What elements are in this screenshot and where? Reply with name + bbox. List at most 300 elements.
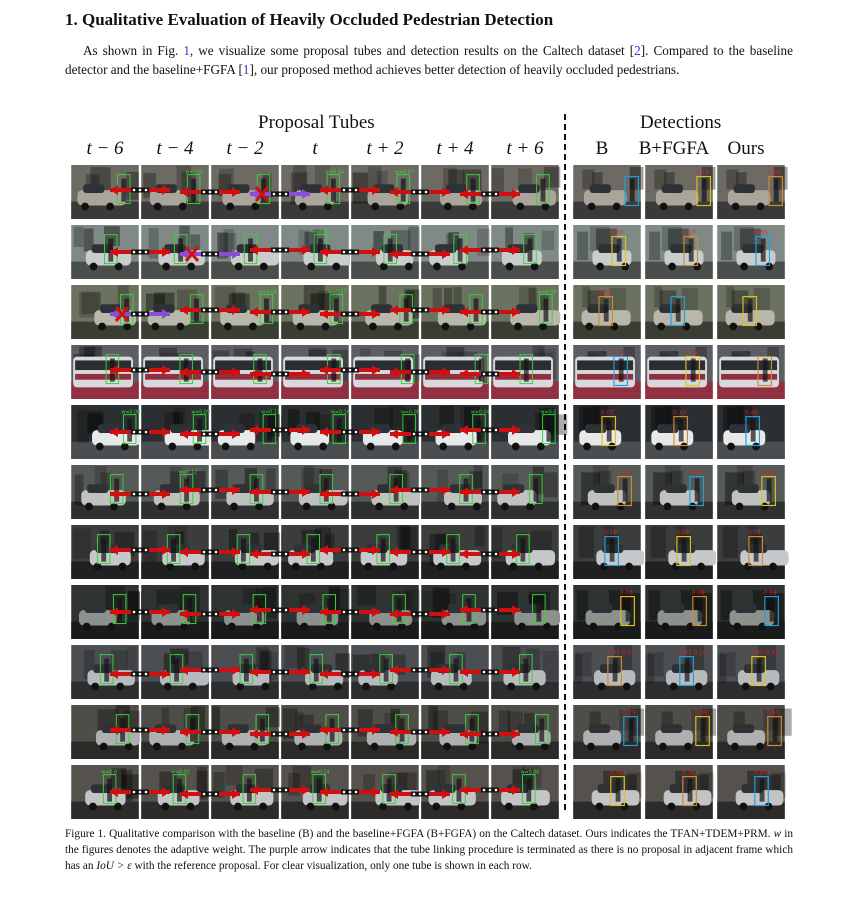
pedestrian-figure — [400, 719, 405, 742]
proposal-frame — [350, 404, 418, 460]
background-structure — [353, 172, 368, 203]
proposal-frame — [280, 464, 348, 520]
detection-image — [717, 345, 785, 399]
proposal-tubes-header: Proposal Tubes — [258, 112, 375, 133]
detection-score: 0.09 — [691, 590, 705, 597]
proposal-frame — [70, 644, 138, 700]
pedestrian-figure — [626, 599, 631, 622]
frame-image — [491, 225, 559, 279]
vehicle-window — [445, 724, 466, 733]
detection-image — [573, 285, 641, 339]
vehicle-window — [661, 724, 682, 733]
detection-frame — [716, 524, 784, 580]
detection-score: 0.03 — [619, 590, 633, 597]
vehicle-wheel — [362, 683, 370, 691]
frame-image — [421, 705, 489, 759]
detection-score: 0.20 — [675, 530, 689, 537]
detection-frame — [572, 764, 640, 820]
detection-score: 0.77 — [747, 530, 761, 537]
detection-score: 0.56 — [760, 470, 774, 477]
proposal-frame — [490, 284, 558, 340]
frame-image — [351, 705, 419, 759]
vehicle-wheel — [292, 563, 300, 571]
detection-score: 0.08 — [694, 710, 708, 717]
vehicle-wheel — [404, 803, 412, 811]
pedestrian-figure — [533, 479, 538, 502]
vehicle-wheel — [742, 683, 750, 691]
pedestrian-figure — [174, 659, 179, 682]
detection-image — [573, 405, 641, 459]
detection-image — [717, 765, 785, 819]
pedestrian-figure — [184, 479, 189, 502]
vehicle-window — [156, 184, 177, 193]
frame-image — [351, 225, 419, 279]
vehicle-window — [100, 304, 121, 313]
bus-stripe — [75, 374, 131, 380]
vehicle-window — [364, 664, 385, 673]
frame-image — [281, 645, 349, 699]
background-structure — [149, 228, 159, 259]
vehicle-window — [597, 784, 618, 793]
vehicle-wheel — [697, 563, 705, 571]
background-structure — [579, 527, 594, 558]
frame-image — [491, 165, 559, 219]
pedestrian-figure — [610, 539, 615, 562]
detection-frame — [644, 164, 712, 220]
citation-caltech[interactable]: 2 — [634, 43, 641, 58]
background-structure — [215, 470, 228, 499]
detection-score: 0.10 — [616, 470, 630, 477]
vehicle-wheel — [226, 743, 234, 751]
detection-frame — [572, 284, 640, 340]
pedestrian-figure — [191, 179, 196, 202]
time-label: t + 4 — [436, 138, 474, 159]
adaptive-weight-label: w=0.08 — [121, 410, 141, 416]
vehicle-window — [96, 544, 117, 553]
frame-image — [491, 285, 559, 339]
frame-image — [281, 465, 349, 519]
pedestrian-figure — [630, 179, 635, 202]
proposal-frame — [420, 704, 488, 760]
detection-frame — [716, 644, 784, 700]
frame-image — [491, 645, 559, 699]
detection-frame — [644, 524, 712, 580]
frame-image — [491, 705, 559, 759]
proposal-frame — [140, 584, 208, 640]
proposal-frame — [280, 584, 348, 640]
frame-image — [421, 345, 489, 399]
vehicle-wheel — [83, 623, 91, 631]
frame-image — [281, 705, 349, 759]
vehicle-window — [230, 604, 251, 613]
detection-frame — [716, 764, 784, 820]
detection-frame — [572, 344, 640, 400]
pedestrian-figure — [121, 179, 126, 202]
proposal-frame — [280, 164, 348, 220]
vehicle-wheel — [732, 203, 740, 211]
vehicle-wheel — [332, 263, 340, 271]
background-structure — [542, 231, 555, 250]
bus-windows — [721, 360, 777, 370]
vehicle-wheel — [230, 503, 238, 511]
background-structure — [582, 287, 590, 308]
background-structure — [718, 654, 726, 683]
vehicle-wheel — [664, 503, 672, 511]
pedestrian-figure — [539, 719, 544, 742]
detection-score: 0.38 — [681, 770, 695, 777]
pedestrian-figure — [267, 419, 272, 442]
pedestrian-figure — [524, 359, 529, 382]
pedestrian-figure — [197, 419, 202, 442]
detection-image — [645, 285, 713, 339]
proposal-frame — [70, 464, 138, 520]
pedestrian-figure — [388, 239, 393, 262]
pedestrian-figure — [689, 239, 694, 262]
vehicle-window — [102, 724, 123, 733]
proposal-frame — [210, 284, 278, 340]
frame-image — [491, 585, 559, 639]
vehicle-wheel — [106, 203, 114, 211]
frame-image — [141, 645, 209, 699]
pedestrian-figure — [384, 659, 389, 682]
vehicle-window — [669, 784, 690, 793]
background-structure — [433, 288, 442, 311]
vehicle-wheel — [596, 803, 604, 811]
proposal-frame — [140, 404, 211, 460]
vehicle-wheel — [119, 563, 127, 571]
pedestrian-figure — [248, 239, 253, 262]
detection-frame — [716, 344, 784, 400]
detection-image — [573, 705, 641, 759]
vehicle-wheel — [661, 623, 669, 631]
pedestrian-figure — [331, 179, 336, 202]
adaptive-weight-label: w=0.04 — [325, 170, 344, 176]
pedestrian-figure — [247, 779, 252, 802]
detection-image — [717, 465, 785, 519]
pedestrian-figure — [544, 299, 549, 322]
vehicle-wheel — [116, 683, 124, 691]
vehicle-window — [507, 784, 528, 793]
vehicle-wheel — [300, 623, 308, 631]
vehicle-window — [224, 424, 245, 433]
vehicle-wheel — [442, 323, 450, 331]
detection-frame — [716, 464, 784, 520]
bus-windows — [425, 360, 481, 370]
vehicle-window — [598, 244, 619, 253]
frame-image — [71, 645, 139, 699]
detection-score: 0.65 0.33 — [750, 650, 779, 657]
vehicle-window — [228, 724, 249, 733]
detections-header: Detections — [640, 112, 722, 133]
vehicle-wheel — [247, 443, 255, 451]
pedestrian-figure — [474, 299, 479, 322]
frame-image — [421, 285, 489, 339]
vehicle-window — [155, 724, 176, 733]
frame-image — [141, 225, 209, 279]
frame-image — [71, 765, 139, 819]
vehicle-wheel — [435, 683, 443, 691]
proposal-frame — [420, 284, 488, 340]
vehicle-wheel — [375, 503, 383, 511]
vehicle-wheel — [680, 443, 688, 451]
vehicle-wheel — [668, 263, 676, 271]
adaptive-weight-label: w=0.07 — [395, 170, 414, 176]
frame-image — [281, 585, 349, 639]
frame-image — [351, 525, 419, 579]
proposal-frame — [350, 704, 418, 760]
vehicle-wheel — [369, 323, 377, 331]
vehicle-wheel — [612, 743, 620, 751]
pedestrian-figure — [244, 659, 249, 682]
pedestrian-figure — [187, 599, 192, 622]
pedestrian-figure — [397, 599, 402, 622]
pedestrian-figure — [184, 359, 189, 382]
background-structure — [544, 472, 557, 497]
vehicle-wheel — [187, 263, 195, 271]
proposal-frame — [140, 704, 208, 760]
frame-image — [71, 405, 139, 459]
pedestrian-figure — [381, 539, 386, 562]
vehicle-window — [446, 184, 467, 193]
background-structure — [477, 229, 491, 256]
detection-image — [645, 165, 713, 219]
vehicle-wheel — [767, 683, 775, 691]
pedestrian-figure — [451, 539, 456, 562]
proposal-frame — [280, 704, 348, 760]
detection-score: 0.61 0.16 — [678, 650, 707, 657]
frame-image — [141, 165, 209, 219]
time-label: t + 6 — [506, 138, 544, 159]
pedestrian-figure — [177, 779, 182, 802]
detection-frame — [644, 464, 712, 520]
proposal-frame — [280, 524, 348, 580]
vehicle-window — [153, 304, 174, 313]
proposal-frame — [140, 224, 208, 280]
background-structure — [439, 406, 454, 427]
pedestrian-figure — [404, 299, 409, 322]
pedestrian-figure — [767, 479, 772, 502]
vehicle-wheel — [81, 203, 89, 211]
pedestrian-figure — [254, 479, 259, 502]
frame-image — [281, 165, 349, 219]
vehicle-wheel — [733, 623, 741, 631]
frame-image — [71, 165, 139, 219]
vehicle-wheel — [448, 503, 456, 511]
vehicle-wheel — [392, 443, 400, 451]
background-structure — [726, 287, 734, 308]
proposal-frame — [210, 764, 278, 820]
vehicle-wheel — [224, 323, 232, 331]
pedestrian-figure — [676, 299, 681, 322]
vehicle-wheel — [234, 803, 242, 811]
pedestrian-figure — [773, 719, 778, 742]
proposal-frame — [210, 644, 278, 700]
detection-image — [645, 525, 713, 579]
vehicle-wheel — [625, 563, 633, 571]
frame-image — [491, 765, 559, 819]
pedestrian-figure — [546, 419, 551, 442]
proposal-frame — [210, 464, 278, 520]
frame-image — [211, 585, 279, 639]
time-label: t − 6 — [86, 138, 124, 159]
detection-image — [573, 765, 641, 819]
vehicle-window — [591, 604, 612, 613]
pedestrian-figure — [101, 539, 106, 562]
proposal-frame — [420, 224, 488, 280]
frame-image — [211, 225, 279, 279]
vehicle-wheel — [532, 683, 540, 691]
vehicle-wheel — [623, 683, 631, 691]
pedestrian-figure — [407, 419, 412, 442]
proposal-frame — [420, 404, 488, 460]
proposal-frame — [420, 524, 488, 580]
frame-image — [491, 345, 559, 399]
vehicle-window — [238, 664, 259, 673]
frame-image — [211, 285, 279, 339]
citation-fgfa[interactable]: 1 — [242, 62, 250, 77]
frame-image — [421, 585, 489, 639]
vehicle-wheel — [464, 443, 472, 451]
vehicle-window — [590, 184, 611, 193]
vehicle-wheel — [672, 563, 680, 571]
vehicle-wheel — [158, 503, 166, 511]
vehicle-wheel — [657, 323, 665, 331]
detection-image — [717, 705, 785, 759]
vehicle-wheel — [297, 323, 305, 331]
frame-image — [421, 525, 489, 579]
proposal-frame — [350, 164, 418, 220]
pedestrian-figure — [261, 179, 266, 202]
pedestrian-figure — [401, 179, 406, 202]
proposal-frame — [490, 164, 558, 220]
background-structure — [77, 410, 89, 442]
proposal-frame — [280, 764, 348, 820]
vehicle-wheel — [443, 743, 451, 751]
pedestrian-figure — [679, 419, 684, 442]
vehicle-wheel — [462, 563, 470, 571]
detection-image — [573, 585, 641, 639]
vehicle-window — [236, 784, 257, 793]
vehicle-window — [447, 604, 468, 613]
detection-frame — [572, 524, 640, 580]
bus-windows — [495, 360, 551, 370]
para-text-1: As shown in Fig. — [83, 43, 184, 58]
bus-windows — [355, 360, 411, 370]
proposal-frame — [350, 224, 418, 280]
detection-score: 0.02 — [598, 290, 611, 297]
vehicle-wheel — [660, 203, 668, 211]
time-label: t + 2 — [366, 138, 404, 159]
vehicle-wheel — [535, 563, 543, 571]
pedestrian-figure — [330, 719, 335, 742]
proposal-frame — [210, 344, 278, 400]
frame-image — [491, 405, 559, 459]
background-structure — [721, 232, 732, 260]
figure-reference-link[interactable]: 1 — [183, 43, 190, 58]
vehicle-wheel — [168, 443, 176, 451]
frame-image — [421, 405, 489, 459]
para-text-3: ]. Compared to the baseline detector and the baseline+FGFA [ — [65, 43, 793, 77]
proposal-frame — [280, 224, 348, 280]
pedestrian-figure — [387, 779, 392, 802]
vehicle-wheel — [226, 203, 234, 211]
pedestrian-figure — [104, 659, 109, 682]
vehicle-wheel — [433, 263, 441, 271]
frame-image — [351, 465, 419, 519]
vehicle-window — [157, 604, 178, 613]
vehicle-wheel — [684, 743, 692, 751]
vehicle-window — [435, 244, 456, 253]
detection-frame — [572, 404, 640, 460]
vehicle-window — [87, 484, 108, 493]
vehicle-window — [733, 724, 754, 733]
background-structure — [723, 527, 738, 558]
pedestrian-figure — [314, 659, 319, 682]
adaptive-weight-label: w=0.08 — [537, 290, 557, 296]
vehicle-window — [439, 544, 460, 553]
frame-image — [211, 765, 279, 819]
vehicle-window — [228, 184, 249, 193]
vehicle-wheel — [432, 803, 440, 811]
proposal-frame — [280, 404, 348, 460]
detection-image — [717, 285, 785, 339]
detection-score: 0.19 — [684, 350, 698, 357]
vehicle-wheel — [189, 683, 197, 691]
vehicle-wheel — [367, 443, 375, 451]
proposal-frame — [350, 584, 418, 640]
pedestrian-figure — [757, 659, 762, 682]
vehicle-window — [594, 484, 615, 493]
para-text-4: ], our proposed method achieves better detection of heavily occluded pedestrians. — [249, 62, 680, 77]
pedestrian-figure — [394, 479, 399, 502]
vehicle-wheel — [249, 323, 257, 331]
background-structure — [475, 526, 485, 546]
vehicle-wheel — [727, 443, 735, 451]
detection-frame — [716, 584, 784, 640]
detection-image — [645, 405, 713, 459]
frame-image — [71, 225, 139, 279]
proposal-frame — [280, 284, 348, 340]
proposal-frame — [210, 704, 278, 760]
background-structure — [544, 167, 560, 188]
frame-image — [421, 645, 489, 699]
frame-image — [141, 705, 209, 759]
background-structure — [266, 469, 276, 490]
background-structure — [229, 529, 237, 554]
vehicle-wheel — [501, 503, 509, 511]
background-structure — [654, 287, 662, 308]
pedestrian-figure — [479, 359, 484, 382]
vehicle-wheel — [757, 203, 765, 211]
proposal-frame — [140, 644, 208, 700]
proposal-frame — [490, 644, 558, 700]
frame-image — [351, 405, 419, 459]
proposal-frame — [420, 344, 488, 400]
proposal-frame — [210, 404, 278, 460]
vehicle-wheel — [592, 503, 600, 511]
pedestrian-figure — [541, 179, 546, 202]
detection-image — [573, 165, 641, 219]
adaptive-weight-label: w=0.0 — [540, 410, 557, 416]
frame-image — [211, 465, 279, 519]
proposal-frame — [70, 764, 138, 820]
vehicle-wheel — [516, 203, 524, 211]
pedestrian-figure — [748, 299, 753, 322]
vehicle-window — [744, 664, 765, 673]
proposal-frame — [490, 224, 558, 280]
vehicle-wheel — [585, 323, 593, 331]
frame-image — [421, 225, 489, 279]
